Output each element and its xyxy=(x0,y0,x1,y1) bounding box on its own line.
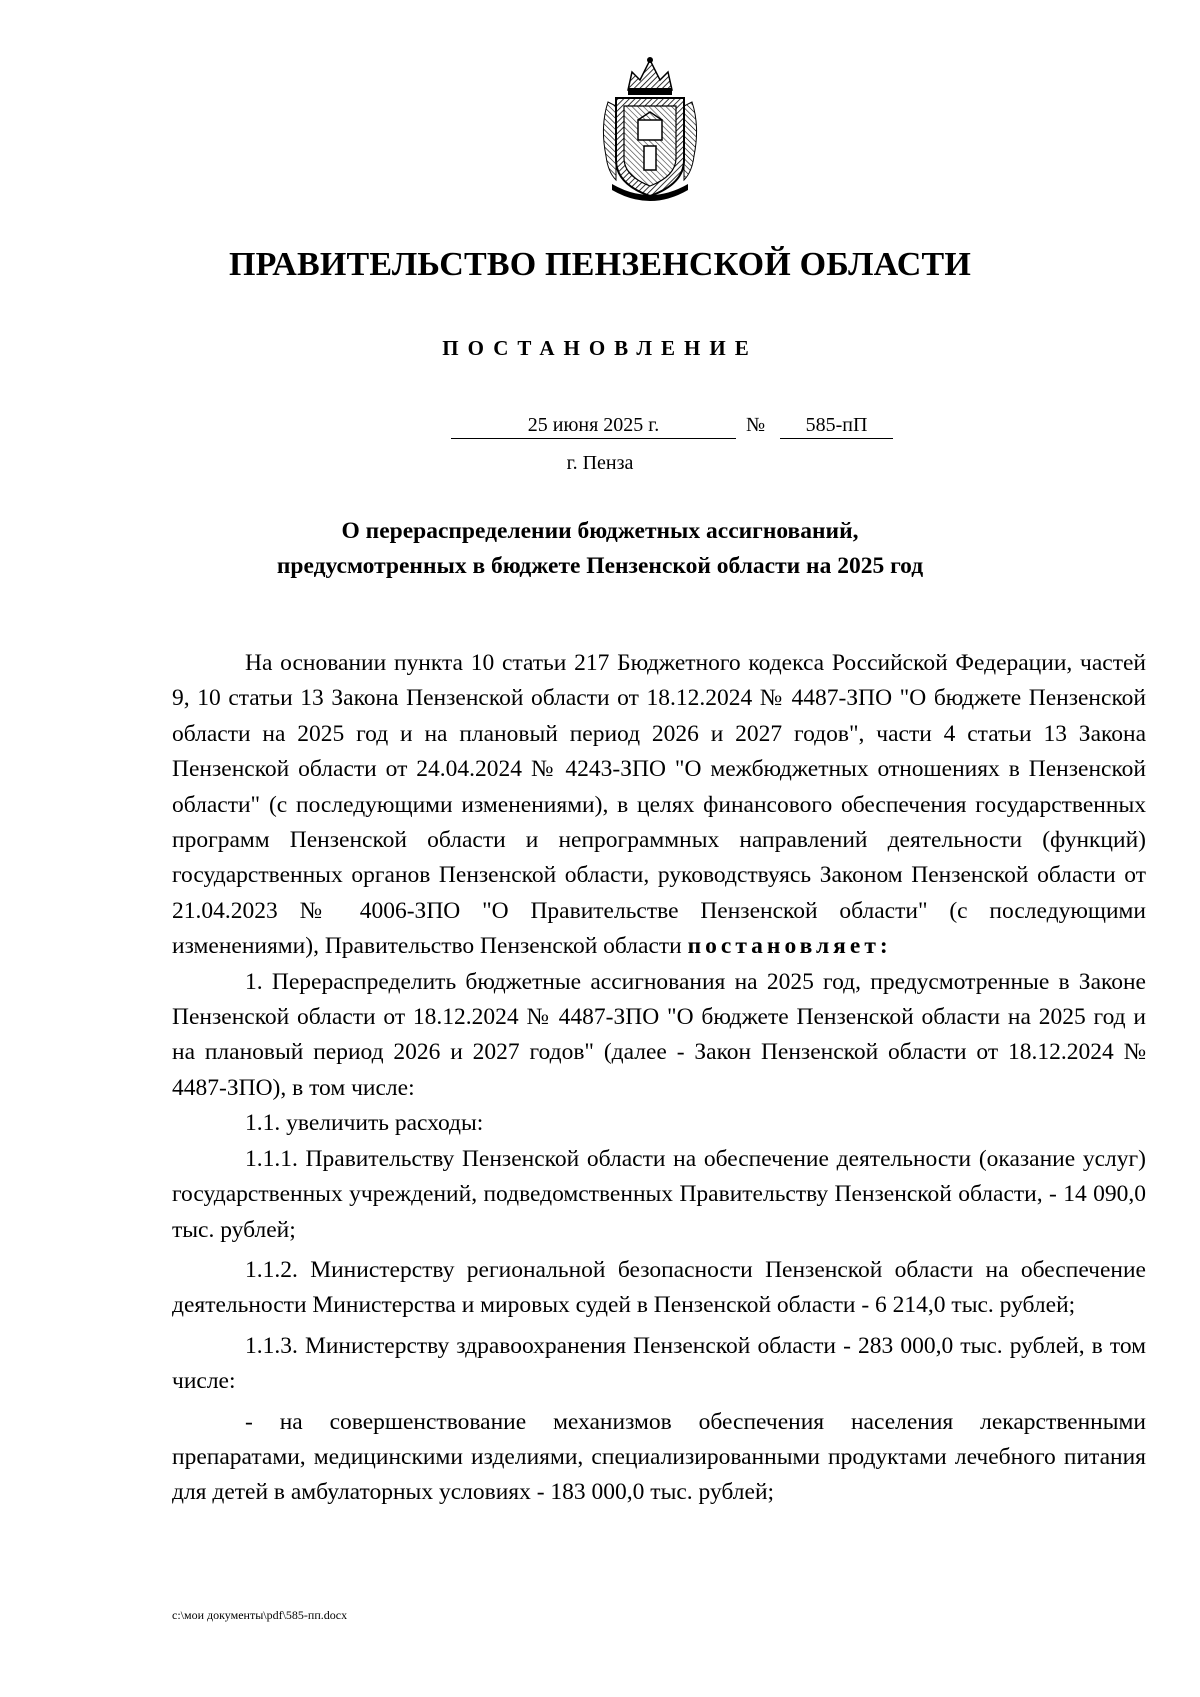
document-type: ПОСТАНОВЛЕНИЕ xyxy=(442,336,758,360)
document-date: 25 июня 2025 г. xyxy=(451,412,736,439)
clause-1-1: 1.1. увеличить расходы: xyxy=(245,1110,484,1137)
government-title: ПРАВИТЕЛЬСТВО ПЕНЗЕНСКОЙ ОБЛАСТИ xyxy=(228,246,971,283)
file-path-footer: c:\мои документы\pdf\585-пп.docx xyxy=(172,1608,348,1622)
clause-1-1-3-item: - на совершенствование механизмов обеспечения населения лекарственными препаратами, медицинскими изделиями, специализированными продуктами лечебного питания для детей в амбулаторных условиях - 183 000,0 тыс. рублей; xyxy=(172,1408,1146,1506)
clause-1-1-3: 1.1.3. Министерству здравоохранения Пензенской области - 283 000,0 тыс. рублей, в том числе: xyxy=(172,1332,1146,1395)
document-number: 585-пП xyxy=(780,412,893,439)
document-body xyxy=(172,646,1146,1511)
clause-1: 1. Перераспределить бюджетные ассигнования на 2025 год, предусмотренные в Законе Пензенской области от 18.12.2024 № 4487-ЗПО "О бюджете Пензенской области на 2025 год и на плановый период 2026 и 2027 годов" (далее - Закон Пензенской области от 18.12.2024 № 4487-ЗПО), в том числе: xyxy=(172,968,1146,1101)
issuing-city: г. Пенза xyxy=(566,452,634,474)
preamble-text: На основании пункта 10 статьи 217 Бюджетного кодекса Российской Федерации, частей 9, 10 статьи 13 Закона Пензенской области от 18.12.2024 № 4487-ЗПО "О бюджете Пензенской области на 2025 год и на плановый период 2026 и 2027 годов", части 4 статьи 13 Закона Пензенской области от 24.04.2024 № 4243-ЗПО "О межбюджетных отношениях в Пензенской области" (с последующими изменениями), в целях финансового обеспечения государственных программ Пензенской области и непрограммных направлений деятельности (функций) государственных органов Пензенской области, руководствуясь Законом Пензенской области от 21.04.2023 № 4006-ЗПО "О Правительстве Пензенской области" (с последующими изменениями), Правительство Пензенской области xyxy=(172,650,1146,960)
subject-line-1: О перераспределении бюджетных ассигнований, xyxy=(341,518,859,544)
clause-1-1-1: 1.1.1. Правительству Пензенской области на обеспечение деятельности (оказание услуг) государственных учреждений, подведомственных Правительству Пензенской области, - 14 090,0 тыс. рублей; xyxy=(172,1145,1146,1243)
subject-line-2: предусмотренных в бюджете Пензенской области на 2025 год xyxy=(276,553,924,579)
pensa-region-coat-of-arms-icon xyxy=(598,56,702,204)
decree-word: постановляет: xyxy=(687,933,892,960)
clause-1-1-2: 1.1.2. Министерству региональной безопасности Пензенской области на обеспечение деятельности Министерства и мировых судей в Пензенской области - 6 214,0 тыс. рублей; xyxy=(172,1256,1146,1319)
document-subject xyxy=(150,514,1050,584)
number-sign: № xyxy=(746,414,766,436)
preamble-paragraph xyxy=(172,646,1146,965)
